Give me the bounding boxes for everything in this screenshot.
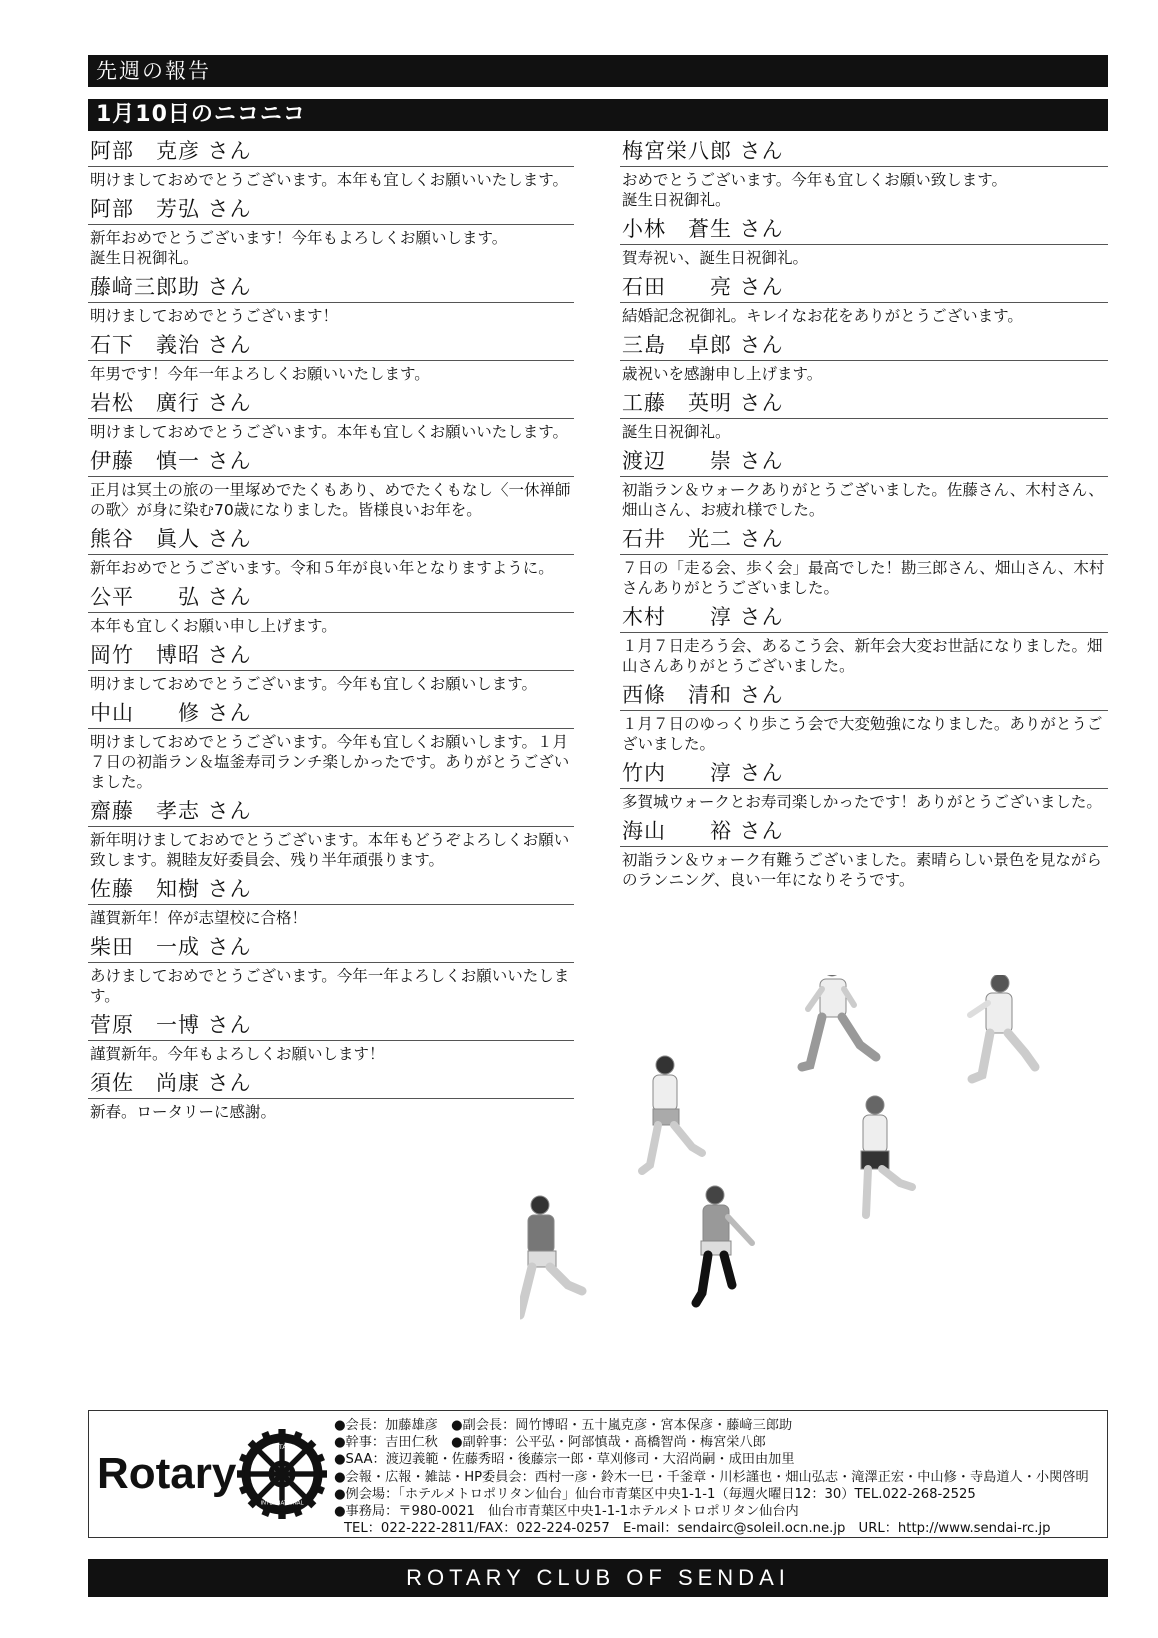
member-name: 佐藤 知樹 さん [88,874,574,905]
svg-text:ROTARY: ROTARY [269,1443,295,1451]
niko-entry [620,680,1108,758]
member-name: 石井 光二 さん [620,524,1108,555]
member-message: 明けましておめでとうございます。今年も宜しくお願いします。１月７日の初詣ラン＆塩釜寿司ランチ楽しかったです。ありがとうございました。 [90,733,570,791]
member-message: 謹賀新年。今年もよろしくお願いします！ [90,1045,385,1063]
info-line: ●SAA：渡辺義範・佐藤秀昭・後藤宗一郎・草刈修司・大沼尚嗣・成田由加里 [334,1452,795,1468]
member-message: ７日の「走る会、歩く会」最高でした！勘三郎さん、畑山さん、木村さんありがとうございました。 [622,559,1105,597]
runners-illustration [520,975,1100,1395]
member-name: 小林 蒼生 さん [620,214,1108,245]
niko-entry [88,1068,574,1126]
member-name: 工藤 英明 さん [620,388,1108,419]
member-message: 新春。ロータリーに感謝。 [90,1103,277,1121]
runner-figure [642,1056,702,1171]
niko-entry [88,698,574,796]
member-message: 明けましておめでとうございます。今年も宜しくお願いします。 [90,675,538,693]
member-name: 熊谷 眞人 さん [88,524,574,555]
member-message: おめでとうございます。今年も宜しくお願い致します。 誕生日祝御礼。 [622,171,1008,209]
niko-entry [88,388,574,446]
info-line: ●幹事：吉田仁秋 ●副幹事：公平弘・阿部慎哉・髙橋智尚・梅宮栄八郎 [334,1435,766,1451]
member-message: 正月は冥土の旅の一里塚めでたくもあり、めでたくもなし〈一休禅師の歌〉が身に染む70歳になりました。皆様良いお年を。 [90,481,571,519]
niko-entry [620,602,1108,680]
member-name: 柴田 一成 さん [88,932,574,963]
info-line: ●会長：加藤雄彦 ●副会長：岡竹博昭・五十嵐克彦・宮本保彦・藤﨑三郎助 [334,1418,793,1433]
member-name: 竹内 淳 さん [620,758,1108,789]
niko-entry [88,932,574,1010]
member-name: 石下 義治 さん [88,330,574,361]
entries-left-column [88,136,574,1126]
member-name: 須佐 尚康 さん [88,1068,574,1099]
info-line: ●会報・広報・雑誌・HP委員会：西村一彦・鈴木一巳・千釜章・川杉謹也・畑山弘志・滝澤正宏・中山修・寺島道人・小関啓明 [334,1469,1089,1485]
info-line: ●例会場：「ホテルメトロポリタン仙台」仙台市青葉区中央1-1-1（毎週火曜日12：30）TEL.022-268-2525 [334,1486,976,1502]
subsection-title: 1月10日のニコニコ [88,99,1108,131]
member-message: 誕生日祝御礼。 [622,423,731,441]
niko-entry [88,640,574,698]
svg-text:INTERNATIONAL: INTERNATIONAL [260,1500,304,1507]
niko-entry [620,816,1108,894]
member-name: 渡辺 崇 さん [620,446,1108,477]
member-name: 石田 亮 さん [620,272,1108,303]
member-name: 藤﨑三郎助 さん [88,272,574,303]
niko-entry [88,330,574,388]
club-name-banner: ROTARY CLUB OF SENDAI [88,1559,1108,1597]
club-officers-info [334,1417,1089,1537]
member-message: 賀寿祝い、誕生日祝御礼。 [622,249,809,267]
runner-figure [520,1196,582,1315]
niko-entry [88,272,574,330]
niko-entry [88,136,574,194]
member-message: 新年おめでとうございます！今年もよろしくお願いします。 誕生日祝御礼。 [90,229,508,267]
niko-entry [88,446,574,524]
niko-entry [620,272,1108,330]
member-message: 新年おめでとうございます。令和５年が良い年となりますように。 [90,559,554,577]
member-message: 明けましておめでとうございます。本年も宜しくお願いいたします。 [90,171,569,189]
niko-entry [620,388,1108,446]
niko-entry [88,582,574,640]
niko-entry [620,758,1108,816]
member-name: 阿部 克彦 さん [88,136,574,167]
member-message: 歳祝いを感謝申し上げます。 [622,365,823,383]
info-line: ●事務局：〒980-0021 仙台市青葉区中央1-1-1ホテルメトロポリタン仙台内 [334,1504,799,1520]
member-name: 阿部 芳弘 さん [88,194,574,225]
member-name: 中山 修 さん [88,698,574,729]
member-name: 海山 裕 さん [620,816,1108,847]
member-message: 明けましておめでとうございます！ [90,307,339,325]
member-message: 明けましておめでとうございます。本年も宜しくお願いいたします。 [90,423,569,441]
niko-entry [620,446,1108,524]
member-message: 年男です！今年一年よろしくお願いいたします。 [90,365,430,383]
member-message: あけましておめでとうございます。今年一年よろしくお願いいたします。 [90,967,570,1005]
footer-info-box [88,1410,1108,1538]
member-name: 西條 清和 さん [620,680,1108,711]
member-message: 謹賀新年！倅が志望校に合格！ [90,909,308,927]
niko-entry [620,330,1108,388]
entries-right-column [620,136,1108,894]
section-title: 先週の報告 [88,55,1108,87]
niko-entry [88,796,574,874]
rotary-logo-text: Rotary [97,1449,237,1498]
runner-figure [970,975,1035,1079]
niko-entry [88,1010,574,1068]
member-message: １月７日のゆっくり歩こう会で大変勉強になりました。ありがとうございました。 [622,715,1103,753]
rotary-wheel-icon [237,1429,327,1519]
niko-entry [88,874,574,932]
member-name: 梅宮栄八郎 さん [620,136,1108,167]
niko-entry [620,524,1108,602]
runner-figure [861,1096,912,1215]
member-name: 岡竹 博昭 さん [88,640,574,671]
member-message: 新年明けましておめでとうございます。本年もどうぞよろしくお願い致します。親睦友好委員会、残り半年頑張ります。 [90,831,570,869]
member-name: 木村 淳 さん [620,602,1108,633]
niko-entry [88,194,574,272]
member-message: 多賀城ウォークとお寿司楽しかったです！ありがとうございました。 [622,793,1102,811]
runner-figure [696,1186,752,1303]
member-name: 公平 弘 さん [88,582,574,613]
member-name: 伊藤 慎一 さん [88,446,574,477]
member-name: 菅原 一博 さん [88,1010,574,1041]
contact-line: TEL：022-222-2811/FAX：022-224-0257 E-mail：sendairc@soleil.ocn.ne.jp URL：http://www.sendai-rc.jp [344,1521,1051,1537]
niko-entry [620,214,1108,272]
member-name: 三島 卓郎 さん [620,330,1108,361]
niko-entry [620,136,1108,214]
member-message: 結婚記念祝御礼。キレイなお花をありがとうございます。 [622,307,1023,325]
member-message: １月７日走ろう会、あるこう会、新年会大変お世話になりました。畑山さんありがとうございました。 [622,637,1103,675]
runner-figure [802,975,876,1067]
member-message: 初詣ラン＆ウォークありがとうございました。佐藤さん、木村さん、畑山さん、お疲れ様でした。 [622,481,1104,519]
member-name: 岩松 廣行 さん [88,388,574,419]
niko-entry [88,524,574,582]
member-name: 齋藤 孝志 さん [88,796,574,827]
member-message: 本年も宜しくお願い申し上げます。 [90,617,337,635]
member-message: 初詣ラン＆ウォーク有難うございました。素晴らしい景色を見ながらのランニング、良い一年になりそうです。 [622,851,1102,889]
